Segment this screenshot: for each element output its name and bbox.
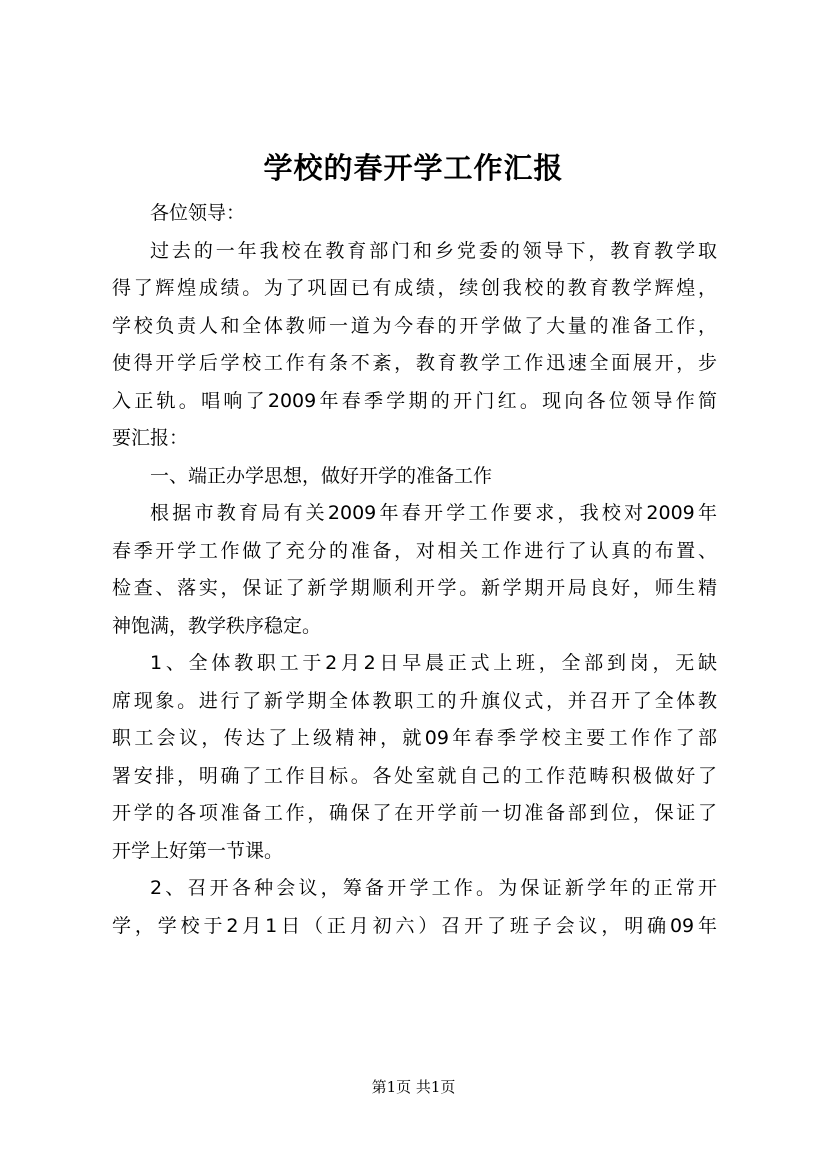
text-line: 检查、落实，保证了新学期顺利开学。新学期开局良好，师生精 <box>112 577 717 599</box>
text-line: 春季开学工作做了充分的准备，对相关工作进行了认真的布置、 <box>112 539 717 562</box>
text-line: 神饱满，教学秩序稳定。 <box>112 614 322 637</box>
text-line: 得了辉煌成绩。为了巩固已有成绩，续创我校的教育教学辉煌， <box>112 277 717 299</box>
text-line: 席现象。进行了新学期全体教职工的升旗仪式，并召开了全体教 <box>112 689 717 712</box>
page-footer: 第1页 共1页 <box>371 1078 456 1096</box>
text-line: 一、端正办学思想，做好开学的准备工作 <box>150 464 493 487</box>
text-line: 使得开学后学校工作有条不紊，教育教学工作迅速全面展开，步 <box>112 352 717 374</box>
text-line: 1、全体教职工于2月2日早晨正式上班，全部到岗，无缺 <box>150 652 717 674</box>
document-body <box>112 195 717 945</box>
text-line: 学校负责人和全体教师一道为今春的开学做了大量的准备工作， <box>112 314 717 337</box>
text-line: 入正轨。唱响了2009年春季学期的开门红。现向各位领导作简 <box>112 389 717 412</box>
document-title: 学校的春开学工作汇报 <box>263 151 564 185</box>
text-line: 开学上好第一节课。 <box>112 839 284 862</box>
text-line: 2、召开各种会议，筹备开学工作。为保证新学年的正常开 <box>150 877 717 899</box>
text-line: 要汇报： <box>112 427 189 449</box>
text-line: 各位领导： <box>150 202 246 224</box>
text-line: 职工会议，传达了上级精神，就09年春季学校主要工作作了部 <box>112 727 717 749</box>
text-line: 署安排，明确了工作目标。各处室就自己的工作范畴积极做好了 <box>112 764 717 787</box>
text-line: 过去的一年我校在教育部门和乡党委的领导下，教育教学取 <box>150 239 717 262</box>
text-line: 开学的各项准备工作，确保了在开学前一切准备部到位，保证了 <box>112 802 717 824</box>
text-line: 学，学校于2月1日（正月初六）召开了班子会议，明确09年 <box>112 914 717 937</box>
text-line: 根据市教育局有关2009年春开学工作要求，我校对2009年 <box>150 502 717 524</box>
